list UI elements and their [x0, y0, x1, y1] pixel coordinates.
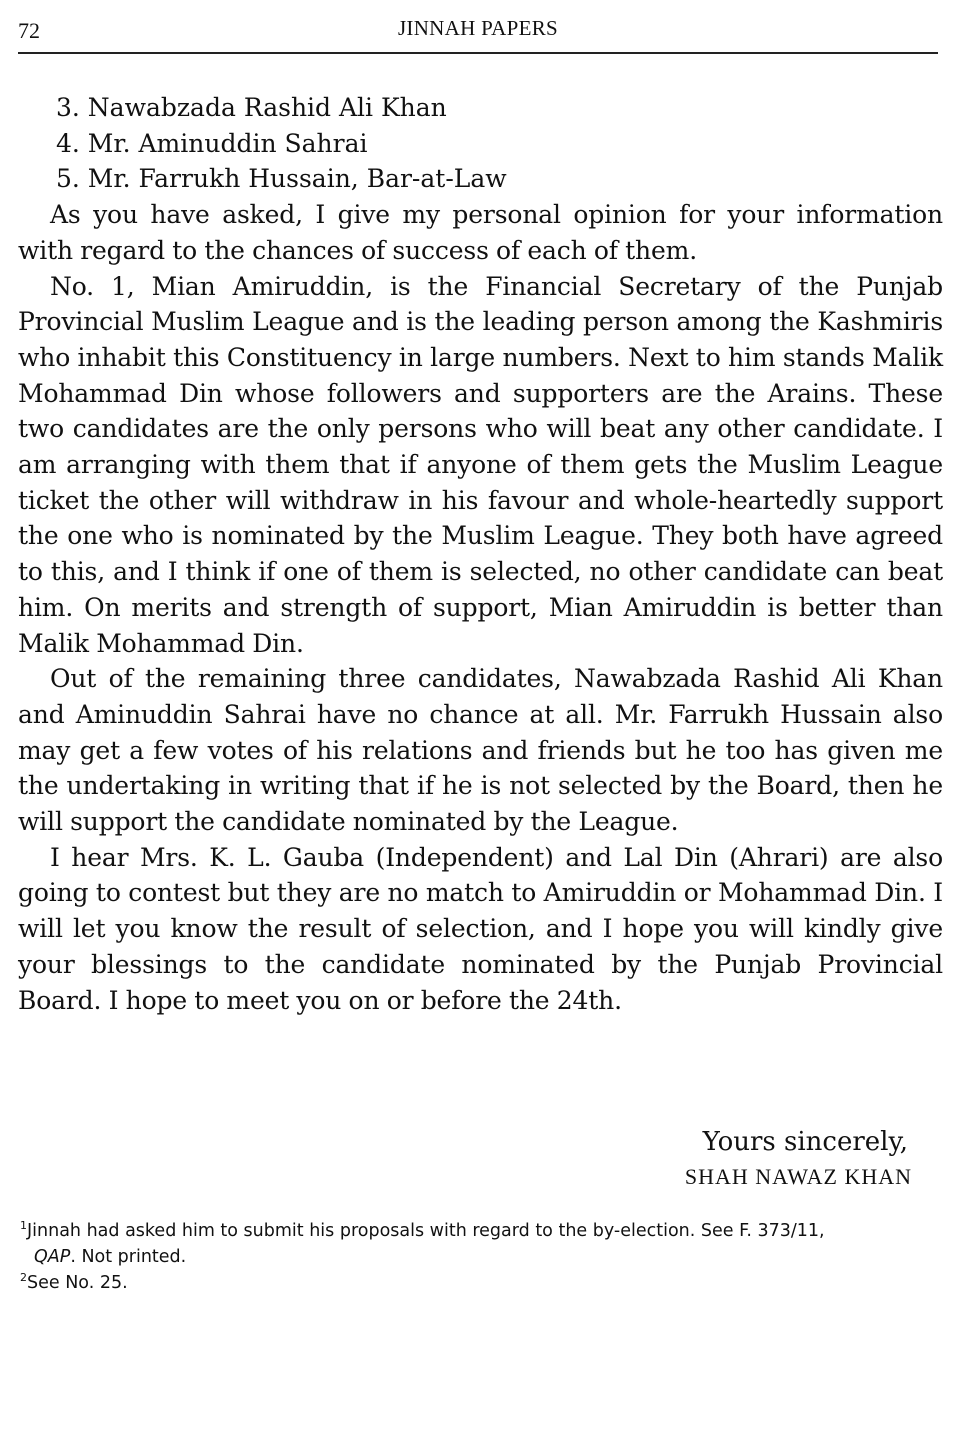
- signature-name: SHAH NAWAZ KHAN: [684, 1164, 912, 1189]
- footnote-text: Jinnah had asked him to submit his proposals with regard to the by-election. See F. 373/11,: [27, 1221, 825, 1241]
- closing-salutation: Yours sincerely,: [702, 1127, 908, 1157]
- footnote-mark: 1: [20, 1219, 27, 1233]
- footnote-mark: 2: [20, 1271, 27, 1285]
- paragraph: No. 1, Mian Amiruddin, is the Financial Secretary of the Punjab Provincial Muslim League and is the leading person among the Kashmiris who inhabit this Constituency in large numbers. Next to him stands Malik Mohammad Din whose followers and supporters are the Arains. These two candidates are the only persons who will beat any other candidate. I am arranging with them that if anyone of them gets the Muslim League ticket the other will withdraw in his favour and whole-heartedly support the one who is nominated by the Muslim League. They both have agreed to this, and I think if one of them is selected, no other candidate can beat him. On merits and strength of support, Mian Amiruddin is better than Malik Mohammad Din.: [18, 271, 943, 658]
- footnote-2: [20, 1270, 945, 1296]
- candidate-list-item: 5. Mr. Farrukh Hussain, Bar-at-Law: [56, 164, 507, 194]
- running-title: JINNAH PAPERS: [397, 16, 559, 40]
- candidate-list-item: 4. Mr. Aminuddin Sahrai: [56, 128, 368, 158]
- letter-closing: [684, 1124, 912, 1194]
- footnote-tail: . Not printed.: [70, 1247, 187, 1267]
- footnote-abbrev: QAP: [34, 1247, 71, 1267]
- footnotes: [20, 1218, 945, 1296]
- letter-body: [18, 90, 943, 1018]
- footnote-1: [20, 1218, 945, 1244]
- page-header: [18, 12, 938, 54]
- paragraph: Out of the remaining three candidates, Nawabzada Rashid Ali Khan and Aminuddin Sahrai have no chance at all. Mr. Farrukh Hussain also may get a few votes of his relations and friends but he too has given me the undertaking in writing that if he is not selected by the Board, then he will support the candidate nominated by the League.: [18, 664, 943, 837]
- paragraph: I hear Mrs. K. L. Gauba (Independent) and Lal Din (Ahrari) are also going to contest but they are no match to Amiruddin or Mohammad Din. I will let you know the result of selection, and I hope you will kindly give your blessings to the candidate nominated by the Punjab Provincial Board. I hope to meet you on or before the 24th.: [18, 842, 943, 1015]
- footnote-text: See No. 25.: [27, 1273, 128, 1293]
- page-number: 72: [18, 18, 40, 43]
- footnote-1-continued: [20, 1244, 945, 1270]
- candidate-list-item: 3. Nawabzada Rashid Ali Khan: [56, 93, 447, 122]
- paragraph: As you have asked, I give my personal opinion for your information with regard to the chances of success of each of them.: [18, 200, 943, 265]
